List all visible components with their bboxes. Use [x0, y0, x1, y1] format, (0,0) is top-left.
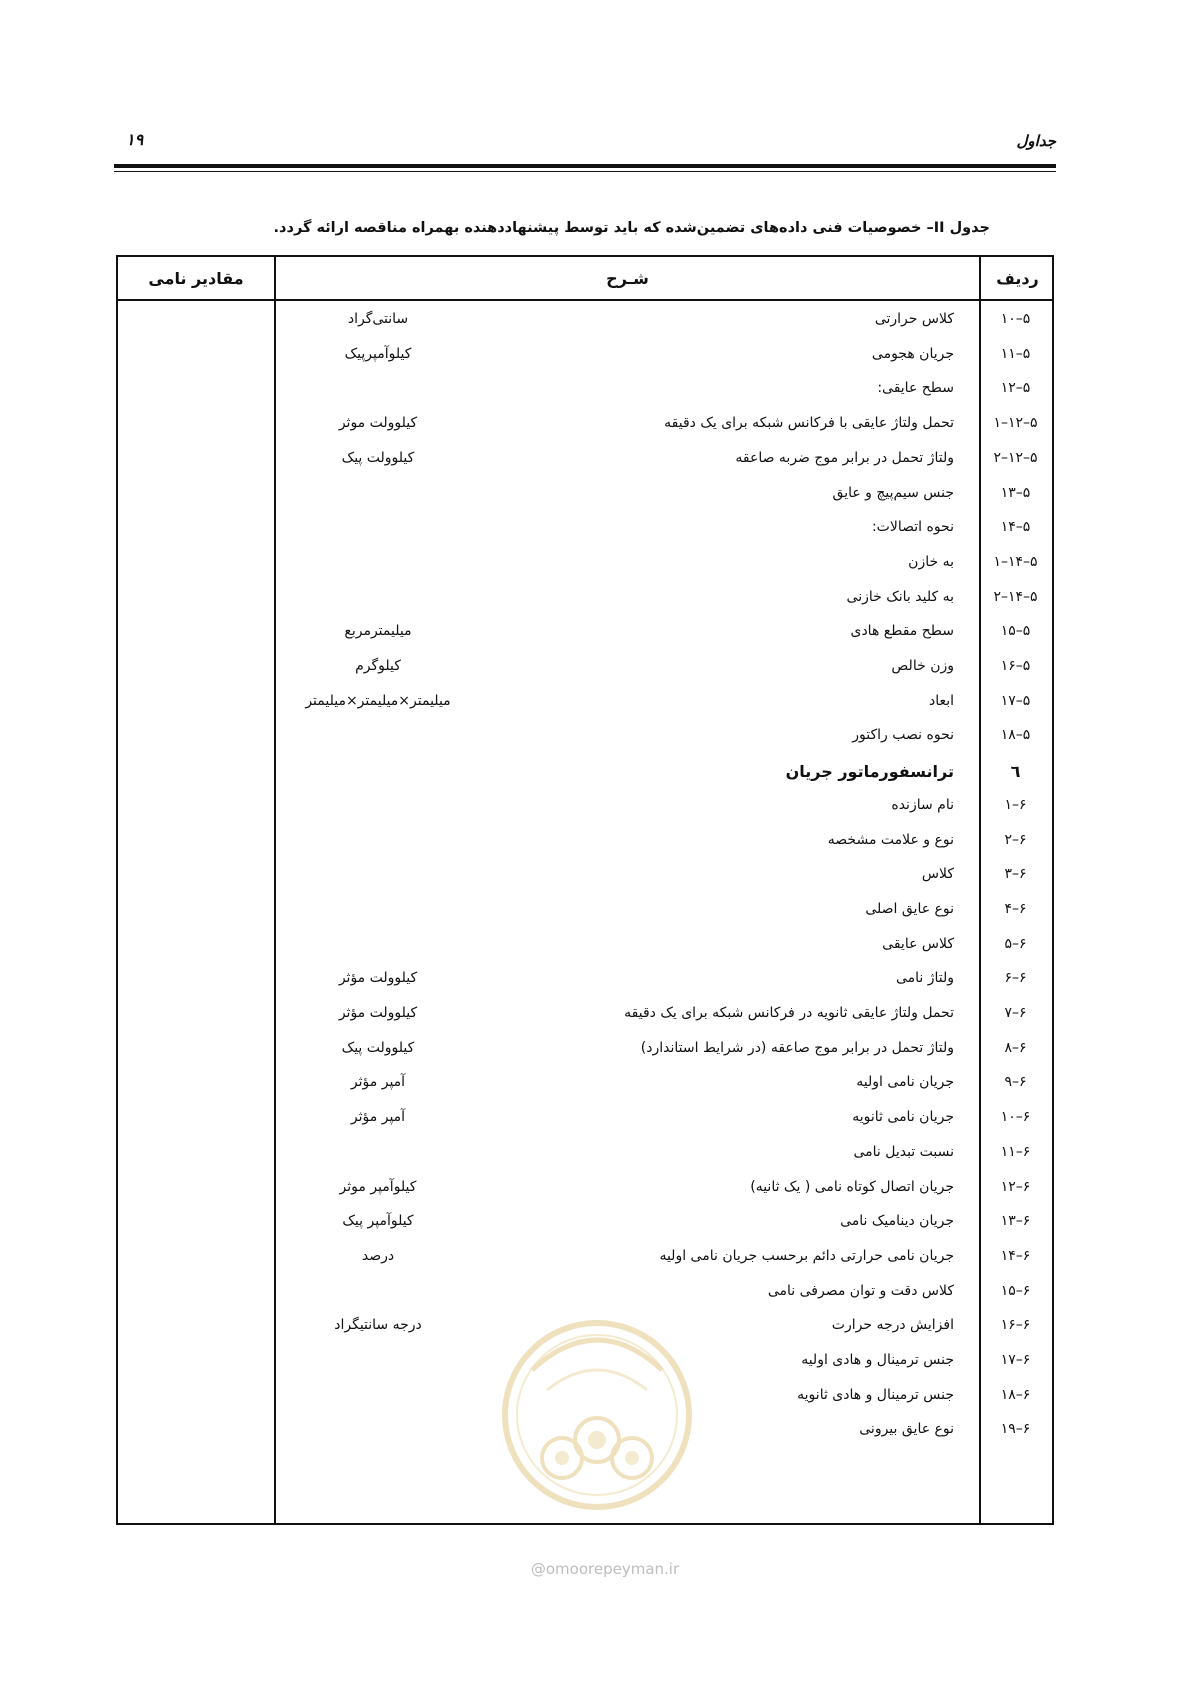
row-number: ۶–۱۲ — [1000, 1178, 1031, 1195]
table-row — [118, 479, 1052, 517]
table-row — [118, 374, 1052, 412]
page-number: ۱۹ — [126, 130, 144, 149]
row-description: تحمل ولتاژ عایقی با فرکانس شبکه برای یک دقیقه — [664, 415, 954, 432]
row-description: کلاس دقت و توان مصرفی نامی — [767, 1282, 954, 1299]
row-unit: آمپر مؤثر — [350, 1109, 406, 1126]
table-row — [118, 721, 1052, 759]
header-divider — [118, 299, 1052, 301]
header-rule-thick — [114, 164, 1056, 168]
row-unit: کیلوولت موثر — [338, 415, 418, 432]
row-number: ۶–۱۹ — [1000, 1421, 1031, 1438]
row-number: ۵–۱۶ — [1000, 658, 1031, 674]
row-description: ولتاژ تحمل در برابر موج صاعقه (در شرایط استاندارد) — [640, 1039, 954, 1056]
row-description: نوع عایق اصلی — [865, 900, 954, 917]
row-unit: کیلوولت مؤثر — [338, 1005, 418, 1021]
row-description: ترانسفورماتور جریان — [785, 762, 954, 782]
table-caption: جدول II– خصوصیات فنی داده‌های تضمین‌شده که باید توسط پیشنهاددهنده بهمراه مناقصه ارائه گردد. — [273, 220, 990, 236]
row-unit: آمپر مؤثر — [350, 1074, 406, 1091]
row-description: نوع و علامت مشخصه — [827, 831, 954, 848]
row-number: ۶–۱۳ — [1000, 1213, 1031, 1230]
row-description: جریان نامی اولیه — [856, 1074, 954, 1091]
row-description: جریان هجومی — [871, 345, 954, 362]
table-row — [118, 756, 1052, 794]
row-number: ۶–۷ — [1004, 1005, 1027, 1021]
column-header-maqadir: مقادیر نامی — [148, 268, 244, 288]
row-unit: کیلوآمپر موثر — [339, 1178, 417, 1195]
row-description: تحمل ولتاژ عایقی ثانویه در فرکانس شبکه برای یک دقیقه — [624, 1005, 954, 1021]
row-unit: میلیمترمربع — [344, 623, 412, 640]
table-row — [118, 1034, 1052, 1072]
row-number: ۵–۱۲–۲ — [993, 449, 1038, 466]
row-unit: کیلوآمپرپیک — [344, 345, 412, 362]
row-number: ۵–۱۱ — [1000, 345, 1031, 362]
row-description: نحوه نصب راکتور — [852, 727, 954, 744]
row-number: ۵–۱۲ — [1000, 380, 1031, 397]
row-description: جریان اتصال کوتاه نامی ( یک ثانیه) — [750, 1178, 954, 1195]
row-number: ۶–۱۵ — [1000, 1282, 1031, 1299]
row-number: ۵–۱۷ — [1000, 692, 1031, 709]
row-description: به خازن — [908, 553, 954, 570]
row-unit: درصد — [361, 1247, 395, 1264]
table-row — [118, 652, 1052, 690]
row-number: ۶–۶ — [1004, 970, 1027, 987]
running-title: جداول — [1016, 132, 1056, 150]
row-number: ٦ — [1010, 762, 1021, 782]
table-row — [118, 340, 1052, 378]
table-row — [118, 548, 1052, 586]
row-number: ۶–۱۷ — [1000, 1352, 1031, 1368]
table-row — [118, 860, 1052, 898]
row-number: ۶–۱۴ — [1000, 1247, 1031, 1264]
column-header-sharh: شـرح — [606, 268, 649, 288]
row-number: ۶–۱۸ — [1000, 1386, 1031, 1403]
row-unit: کیلوگرم — [355, 658, 401, 674]
table-row — [118, 1242, 1052, 1280]
row-number: ۶–۹ — [1004, 1074, 1027, 1091]
row-number: ۶–۱ — [1004, 796, 1027, 813]
table-row — [118, 617, 1052, 655]
column-header-radif: ردیف — [996, 268, 1039, 288]
table-row — [118, 1103, 1052, 1141]
row-unit: درجه سانتیگراد — [334, 1317, 422, 1334]
row-description: سطح مقطع هادی — [850, 623, 954, 640]
row-number: ۶–۱۰ — [1000, 1109, 1031, 1126]
row-number: ۶–۳ — [1004, 866, 1027, 883]
table-row — [118, 791, 1052, 829]
table-row — [118, 1173, 1052, 1211]
row-unit: کیلوآمپر پیک — [342, 1213, 414, 1230]
row-description: به کلید بانک خازنی — [846, 588, 954, 605]
row-unit: کیلوولت پیک — [341, 449, 415, 466]
table-row — [118, 1207, 1052, 1245]
row-number: ۶–۴ — [1004, 900, 1027, 917]
row-description: افزایش درجه حرارت — [831, 1317, 954, 1334]
table-row — [118, 1138, 1052, 1176]
row-description: جریان نامی ثانویه — [852, 1109, 954, 1126]
table-row — [118, 826, 1052, 864]
page-header — [114, 128, 1056, 158]
row-description: جنس ترمینال و هادی ثانویه — [797, 1386, 954, 1403]
row-description: سطح عایقی: — [877, 380, 954, 397]
row-number: ۵–۱۴–۲ — [993, 588, 1038, 605]
row-number: ۵–۱۲–۱ — [993, 415, 1038, 432]
row-number: ۶–۵ — [1004, 935, 1027, 952]
row-number: ۵–۱۳ — [1000, 484, 1031, 501]
row-unit: کیلوولت مؤثر — [338, 970, 418, 987]
row-number: ۶–۲ — [1004, 831, 1027, 848]
row-number: ۵–۱۵ — [1000, 623, 1031, 640]
row-description: کلاس عایقی — [882, 935, 954, 952]
table-row — [118, 583, 1052, 621]
row-unit: کیلوولت پیک — [341, 1039, 415, 1056]
row-description: نام سازنده — [891, 796, 954, 813]
row-description: جنس سیم‌پیچ و عایق — [832, 484, 954, 501]
row-unit: سانتی‌گراد — [347, 311, 409, 327]
table-row — [118, 687, 1052, 725]
header-rule-thin — [114, 171, 1056, 172]
table-row — [118, 513, 1052, 551]
row-description: جریان دینامیک نامی — [840, 1213, 954, 1230]
row-description: وزن خالص — [891, 658, 954, 674]
table-row — [118, 409, 1052, 447]
table-row — [118, 305, 1052, 343]
table-row — [118, 964, 1052, 1002]
row-number: ۶–۸ — [1004, 1039, 1027, 1056]
row-description: نحوه اتصالات: — [871, 519, 954, 536]
row-number: ۵–۱۴–۱ — [993, 553, 1038, 570]
row-description: کلاس — [921, 866, 954, 883]
table-row — [118, 999, 1052, 1037]
row-description: جنس ترمینال و هادی اولیه — [801, 1352, 954, 1368]
row-unit: میلیمتر×میلیمتر×میلیمتر — [305, 692, 451, 709]
table-row — [118, 444, 1052, 482]
row-description: کلاس حرارتی — [874, 311, 954, 327]
row-number: ۶–۱۶ — [1000, 1317, 1031, 1334]
table-row — [118, 930, 1052, 968]
watermark-logo — [492, 1290, 702, 1540]
row-description: ابعاد — [928, 692, 954, 709]
row-description: ولتاژ نامی — [895, 970, 954, 987]
row-number: ۶–۱۱ — [1000, 1143, 1031, 1160]
table-row — [118, 1068, 1052, 1106]
row-description: نوع عایق بیرونی — [859, 1421, 954, 1438]
row-description: ولتاژ تحمل در برابر موج ضربه صاعقه — [735, 449, 954, 466]
watermark-url: @omoorepeyman.ir — [530, 1560, 680, 1578]
table-row — [118, 895, 1052, 933]
row-description: نسبت تبدیل نامی — [853, 1143, 954, 1160]
row-number: ۵–۱۴ — [1000, 519, 1031, 536]
row-number: ۵–۱۰ — [1000, 311, 1031, 327]
row-description: جریان نامی حرارتی دائم برحسب جریان نامی اولیه — [659, 1247, 954, 1264]
row-number: ۵–۱۸ — [1000, 727, 1031, 744]
